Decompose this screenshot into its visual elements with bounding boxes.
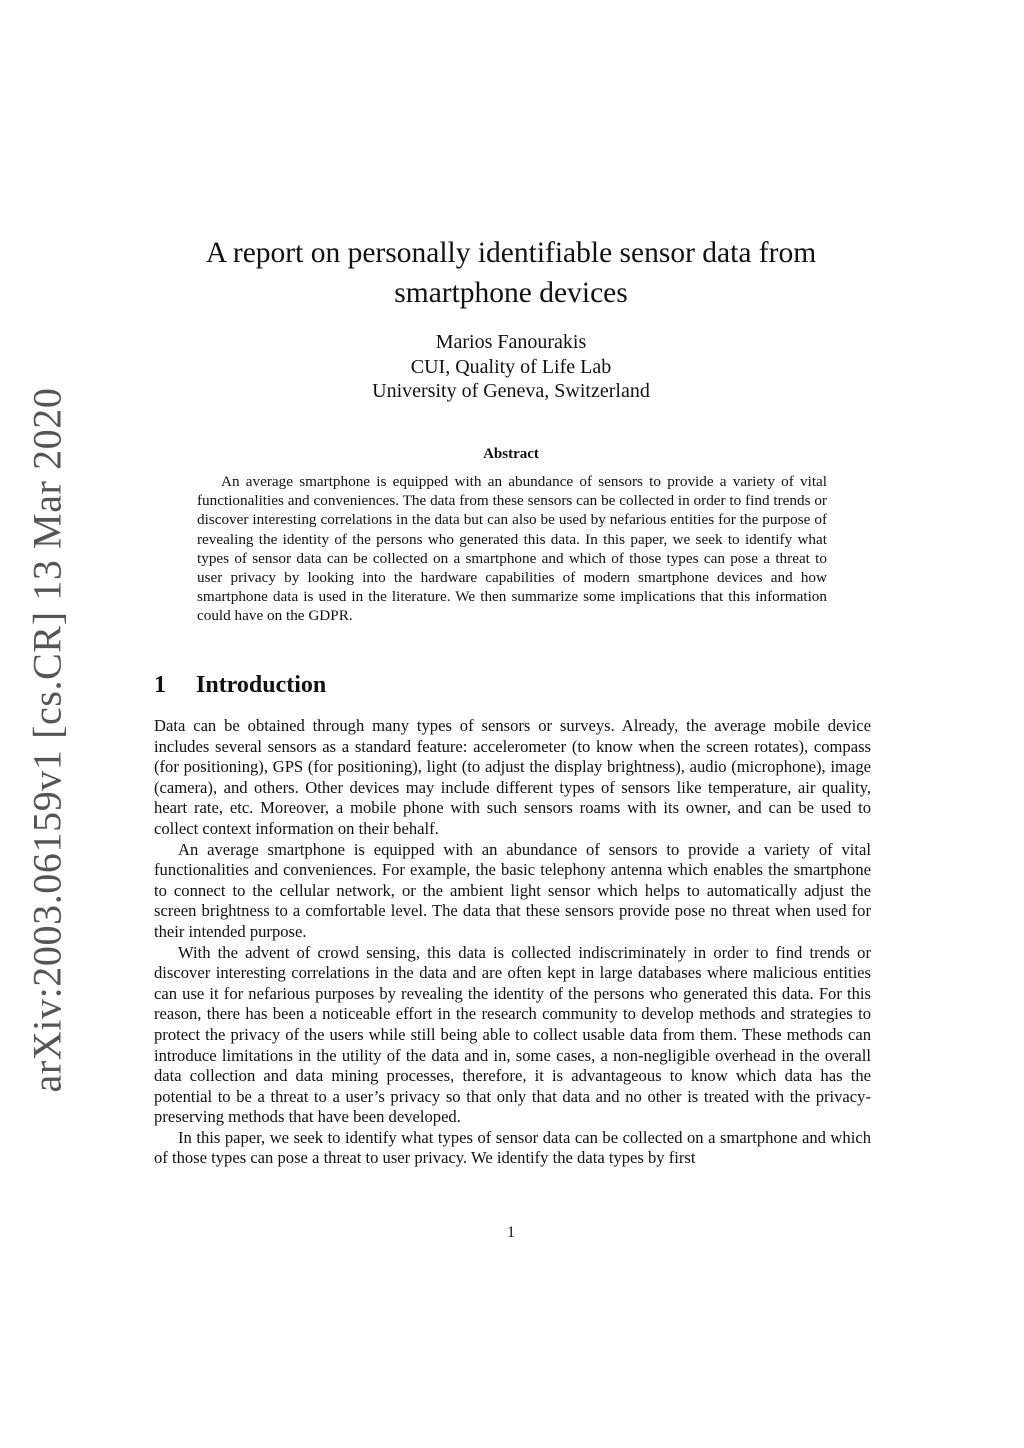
abstract-heading: Abstract — [483, 446, 539, 462]
page-number: 1 — [507, 1224, 515, 1241]
paper-title: A report on personally identifiable sensor data from smartphone devices — [205, 237, 817, 309]
paragraph: With the advent of crowd sensing, this data is collected indiscriminately in order to find trends or discover interesting correlations in the data and are often kept in large databases where malicious entities can use it for nefarious purposes by revealing the identity of the persons who generated this data. For this reason, there has been a noticeable effort in the research community to develop methods and strategies to protect the privacy of the users while still being able to collect usable data from them. These methods can introduce limitations in the utility of the data and in, some cases, a non-negligible overhead in the overall data collection and data mining processes, therefore, it is advantageous to know which data has the potential to be a threat to a user’s privacy so that only that data and no other is treated with the privacy-preserving methods that have been developed. — [154, 942, 871, 1127]
abstract-text: An average smartphone is equipped with an abundance of sensors to provide a variety of vital functionalities and conveniences. The data from these sensors can be collected in order to find trends or discover interesting correlations in the data but can also be used by nefarious entities for the purpose of revealing the identity of the persons who generated this data. In this paper, we seek to identify what types of sensor data can be collected on a smartphone and which of those types can pose a threat to user privacy by looking into the hardware capabilities of modern smartphone devices and how smartphone data is used in the literature. We then summarize some implications that this information could have on the GDPR. — [197, 473, 827, 625]
author-affiliation: CUI, Quality of Life Lab — [410, 355, 612, 378]
section-title: Introduction — [196, 672, 327, 698]
section-heading-introduction — [154, 672, 326, 699]
paragraph: Data can be obtained through many types of sensors or surveys. Already, the average mobile device includes several sensors as a standard feature: accelerometer (to know when the screen rotates), compass (for positioning), GPS (for positioning), light (to adjust the display brightness), audio (microphone), image (camera), and others. Other devices may include different types of sensors like temperature, air quality, heart rate, etc. Moreover, a mobile phone with such sensors roams with its owner, and can be used to collect context information on their behalf. — [154, 716, 871, 838]
author-name: Marios Fanourakis — [435, 331, 587, 353]
author-institution: University of Geneva, Switzerland — [372, 380, 650, 402]
arxiv-identifier-stamp: arXiv:2003.06159v1 [cs.CR] 13 Mar 2020 — [24, 387, 70, 1093]
paragraph: In this paper, we seek to identify what types of sensor data can be collected on a smartphone and which of those types can pose a threat to user privacy. We identify the data types by first — [154, 1127, 871, 1168]
introduction-body — [154, 716, 871, 1169]
section-number: 1 — [154, 672, 166, 698]
author-block — [150, 330, 872, 404]
paragraph: An average smartphone is equipped with an abundance of sensors to provide a variety of vital functionalities and conveniences. For example, the basic telephony antenna which enables the smartphone to connect to the cellular network, or the ambient light sensor which helps to automatically adjust the screen brightness to a comfortable level. The data that these sensors provide pose no threat when used for their intended purpose. — [154, 839, 871, 941]
